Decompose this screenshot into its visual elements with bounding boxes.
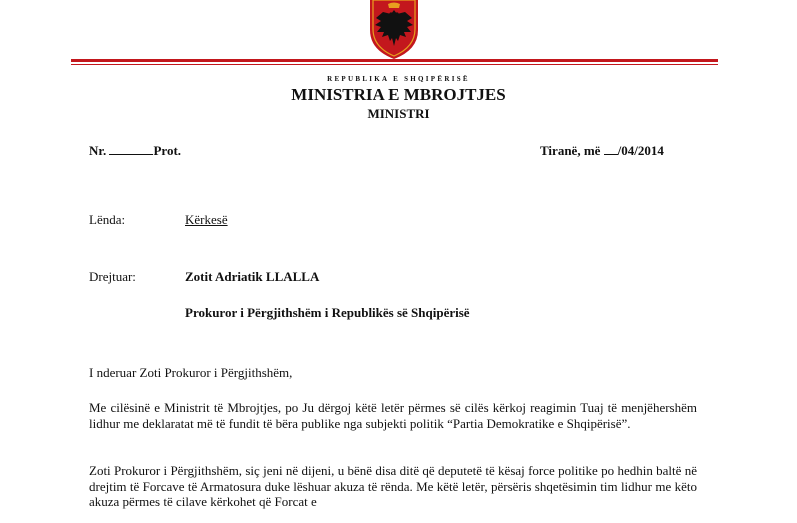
addressee-title: Prokuror i Përgjithshëm i Republikës së Shqipërisë — [185, 305, 470, 320]
body-paragraph-1: Me cilësinë e Ministrit të Mbrojtjes, po Ju dërgoj këtë letër përmes së cilës kërkoj reagimin Tuaj të menjëhershëm lidhur me deklaratat më të fundit të bëra publike nga subjekti politik “Partia Demokratike e Shqipërisë”. — [89, 400, 697, 431]
salutation: I nderuar Zoti Prokuror i Përgjithshëm, — [89, 365, 293, 380]
republic-name: REPUBLIKA E SHQIPËRISË — [327, 75, 470, 83]
subject-label: Lënda: — [89, 212, 126, 227]
subject-value: Kërkesë — [185, 212, 228, 227]
header-rule-thin — [71, 64, 718, 65]
nr-blank — [109, 143, 153, 155]
date-suffix: /04/2014 — [617, 143, 664, 158]
place-date — [540, 143, 664, 159]
reference-number — [89, 143, 181, 159]
nr-label: Nr. — [89, 143, 107, 158]
prot-label: Prot. — [153, 143, 182, 158]
office-name: MINISTRI — [367, 106, 430, 121]
albanian-eagle-emblem-icon — [368, 0, 420, 60]
body-paragraph-2: Zoti Prokuror i Përgjithshëm, siç jeni në dijeni, u bënë disa ditë që deputetë të kësaj force politike po hedhin baltë në drejtim të Forcave të Armatosura duke lëshuar akuza të rënda. Me këtë letër, përsëris shqetësimin tim lidhur me këto akuza përmes të cilave kërkohet që Forcat e — [89, 463, 697, 509]
header-rule-thick — [71, 59, 718, 62]
addressee-label: Drejtuar: — [89, 269, 136, 284]
ministry-name: MINISTRIA E MBROJTJES — [291, 85, 506, 104]
day-blank — [604, 143, 618, 155]
addressee-name: Zotit Adriatik LLALLA — [185, 269, 320, 284]
place-date-prefix: Tiranë, më — [540, 143, 601, 158]
